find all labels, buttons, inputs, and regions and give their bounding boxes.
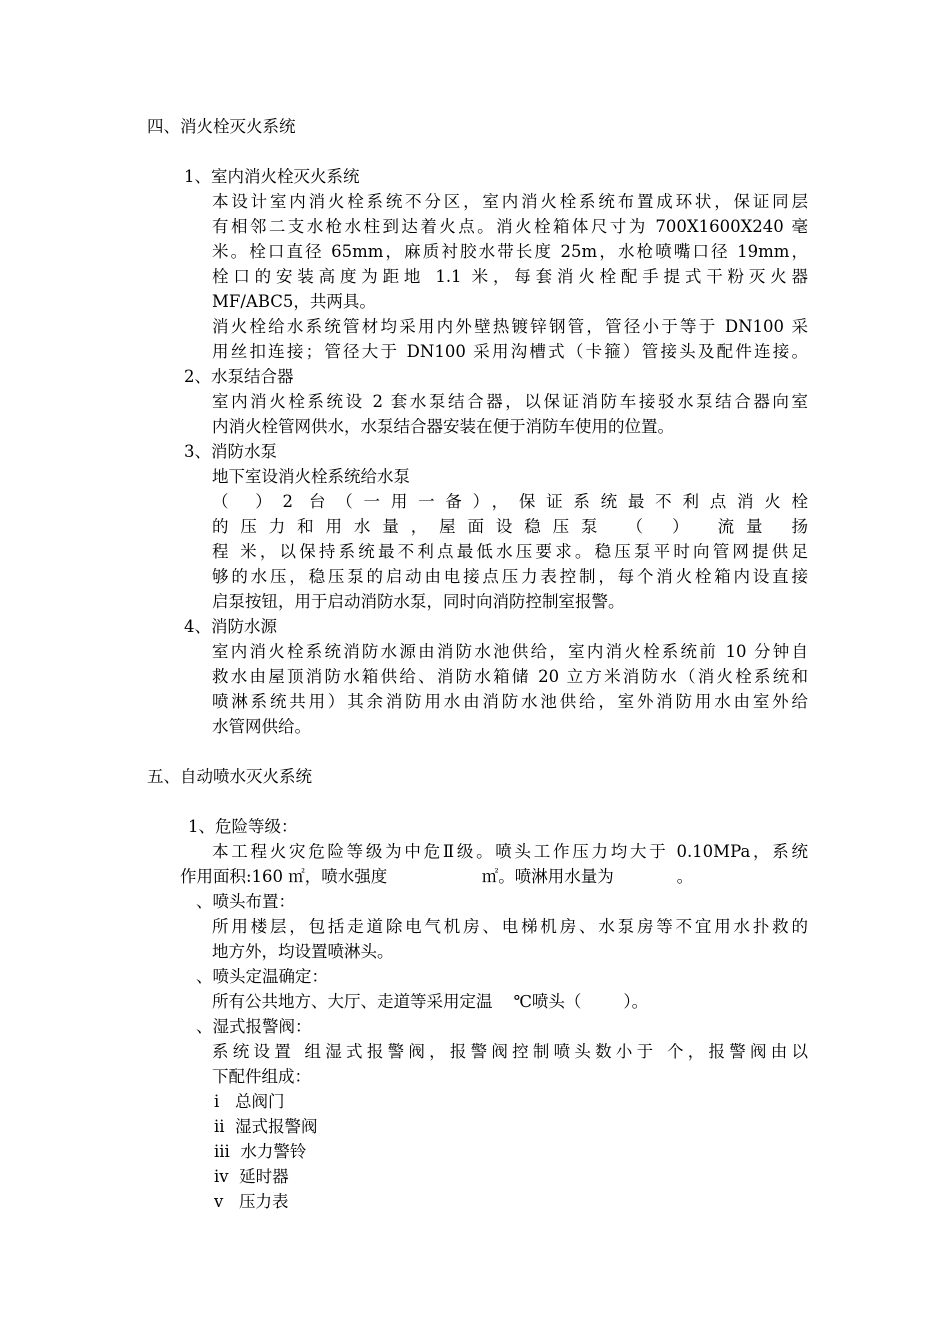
paragraph-line: 启泵按钮，用于启动消防水泵，同时向消防控制室报警。 xyxy=(212,592,625,611)
paragraph-line: 喷淋系统共用）其余消防用水由消防水池供给，室外消防用水由室外给 xyxy=(212,692,808,711)
paragraph-line: 本工程火灾危险等级为中危Ⅱ级。喷头工作压力均大于 0.10MPa，系统 xyxy=(212,842,808,861)
item-3-heading: 、喷头定温确定： xyxy=(196,967,328,986)
list-item: iv 延时器 xyxy=(214,1167,289,1186)
paragraph-line: 有相邻二支水枪水柱到达着火点。消火栓箱体尺寸为 700X1600X240 毫 xyxy=(212,217,808,236)
paragraph-line: 室内消火栓系统消防水源由消防水池供给，室内消火栓系统前 10 分钟自 xyxy=(212,642,808,661)
paragraph-line: MF/ABC5，共两具。 xyxy=(212,292,376,311)
section-5-title: 五、自动喷水灭火系统 xyxy=(147,767,312,786)
item-4-heading: 4、消防水源 xyxy=(184,617,277,636)
paragraph-line: 用丝扣连接；管径大于 DN100 采用沟槽式（卡箍）管接头及配件连接。 xyxy=(212,342,808,361)
paragraph-line: 室内消火栓系统设 2 套水泵结合器，以保证消防车接驳水泵结合器向室 xyxy=(212,392,808,411)
paragraph-line: 地方外，均设置喷淋头。 xyxy=(212,942,394,961)
paragraph-line: 的压力和用水量，屋面设稳压泵 （ ） 流量 扬 xyxy=(212,517,808,536)
list-item: i 总阀门 xyxy=(214,1092,285,1111)
paragraph-line: 够的水压，稳压泵的启动由电接点压力表控制，每个消火栓箱内设直接 xyxy=(212,567,808,586)
paragraph-line: 米。栓口直径 65mm，麻质衬胶水带长度 25m，水枪喷嘴口径 19mm， xyxy=(212,242,808,261)
paragraph-line: 所用楼层，包括走道除电气机房、电梯机房、水泵房等不宜用水扑救的 xyxy=(212,917,808,936)
list-item: ii 湿式报警阀 xyxy=(214,1117,318,1136)
paragraph-line: 本设计室内消火栓系统不分区，室内消火栓系统布置成环状，保证同层 xyxy=(212,192,808,211)
paragraph-line: 作用面积:160 ㎡，喷水强度 ㎡。喷淋用水量为 。 xyxy=(180,867,694,886)
item-2-heading: 2、水泵结合器 xyxy=(184,367,294,386)
item-1-heading: 1、危险等级： xyxy=(188,817,298,836)
section-4-title: 四、消火栓灭火系统 xyxy=(147,117,296,136)
item-4-heading: 、湿式报警阀： xyxy=(196,1017,312,1036)
paragraph-line: 救水由屋顶消防水箱供给、消防水箱储 20 立方米消防水（消火栓系统和 xyxy=(212,667,808,686)
paragraph-line: 消火栓给水系统管材均采用内外壁热镀锌钢管，管径小于等于 DN100 采 xyxy=(212,317,808,336)
item-2-heading: 、喷头布置： xyxy=(196,892,295,911)
paragraph-line: 所有公共地方、大厅、走道等采用定温 ℃喷头（ ）。 xyxy=(212,992,649,1011)
paragraph-line: （ ）2 台（一用一备），保证系统最不利点消火栓 xyxy=(212,492,808,511)
paragraph-line: 系统设置 组湿式报警阀，报警阀控制喷头数小于 个，报警阀由以 xyxy=(212,1042,808,1061)
paragraph-line: 下配件组成： xyxy=(212,1067,311,1086)
item-3-heading: 3、消防水泵 xyxy=(184,442,277,461)
list-item: v 压力表 xyxy=(214,1192,289,1211)
list-item: iii 水力警铃 xyxy=(214,1142,307,1161)
paragraph-line: 程 米，以保持系统最不利点最低水压要求。稳压泵平时向管网提供足 xyxy=(212,542,808,561)
paragraph-line: 内消火栓管网供水，水泵结合器安装在便于消防车使用的位置。 xyxy=(212,417,674,436)
paragraph-line: 栓口的安装高度为距地 1.1 米，每套消火栓配手提式干粉灭火器 xyxy=(212,267,808,286)
paragraph-line: 地下室设消火栓系统给水泵 xyxy=(212,467,410,486)
paragraph-line: 水管网供给。 xyxy=(212,717,311,736)
item-1-heading: 1、室内消火栓灭火系统 xyxy=(184,167,360,186)
